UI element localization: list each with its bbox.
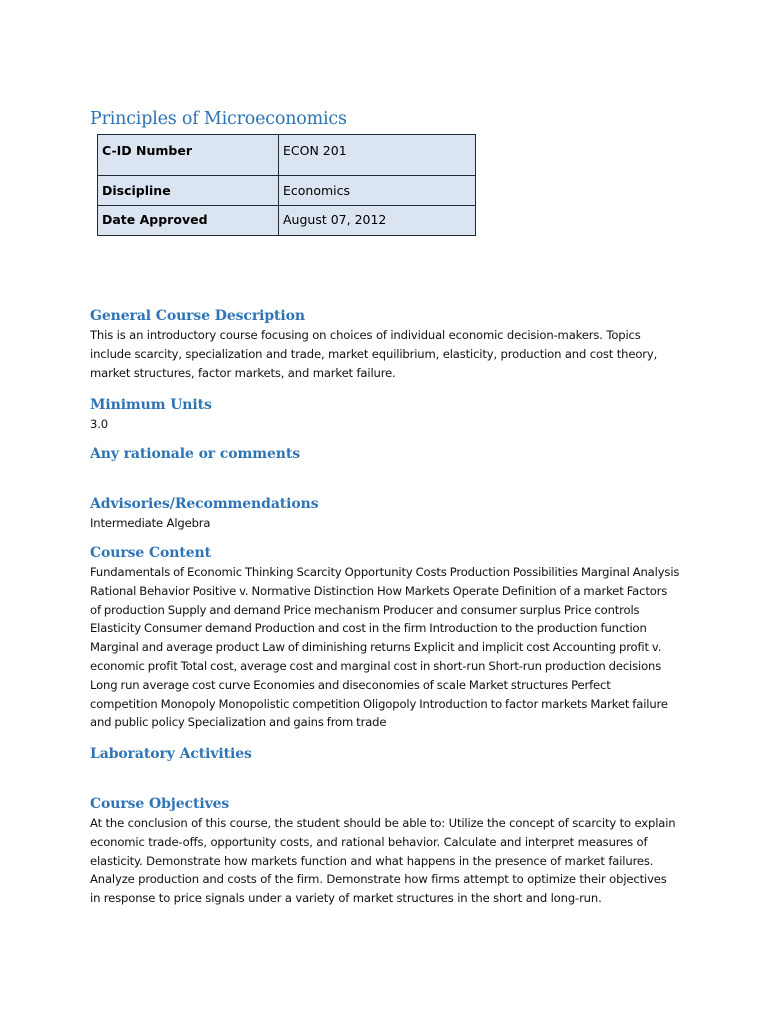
- units-text: 3.0: [90, 417, 108, 431]
- units-section: [90, 396, 690, 434]
- objectives-text: At the conclusion of this course, the student should be able to: Utilize the concept of scarcity to explain economic trade-offs, opportunity costs, and rational behavior. Calculate and interpret measures of elasticity. Demonstrate how markets function and what happens in the presence of market failures. Analyze production and costs of the firm. Demonstrate how firms attempt to optimize their objectives in response to price signals under a variety of market structures in the short and long-run.: [90, 816, 676, 906]
- advisories-text: Intermediate Algebra: [90, 516, 211, 530]
- content-section: [90, 544, 690, 732]
- table-row: [98, 135, 476, 176]
- course-info-table: [97, 134, 476, 236]
- discipline-value: Economics: [279, 176, 476, 206]
- description-heading: General Course Description: [90, 308, 305, 324]
- description-text: This is an introductory course focusing on choices of individual economic decision-makers. Topics include scarcity, specialization and trade, market equilibrium, elasticity, production and cost theory, market structures, factor markets, and market failure.: [90, 328, 658, 380]
- objectives-heading: Course Objectives: [90, 796, 230, 812]
- content-text: Fundamentals of Economic Thinking Scarcity Opportunity Costs Production Possibilities Marginal Analysis Rational Behavior Positive v. Normative Distinction How Markets Operate Definition of a market Factors of production Supply and demand Price mechanism Producer and consumer surplus Price controls Elasticity Consumer demand Production and cost in the firm Introduction to the production function Marginal and average product Law of diminishing returns Explicit and implicit cost Accounting profit v. economic profit Total cost, average cost and marginal cost in short-run Short-run production decisions Long run average cost curve Economies and diseconomies of scale Market structures Perfect competition Monopoly Monopolistic competition Oligopoly Introduction to factor markets Market failure and public policy Specialization and gains from trade: [90, 565, 680, 730]
- content-heading: Course Content: [90, 545, 211, 561]
- table-row: [98, 176, 476, 206]
- units-heading: Minimum Units: [90, 397, 212, 413]
- date-approved-value: August 07, 2012: [279, 206, 476, 236]
- objectives-section: [90, 795, 690, 908]
- page-title: Principles of Microeconomics: [90, 109, 347, 129]
- rationale-section: [90, 445, 690, 463]
- advisories-section: [90, 495, 690, 533]
- lab-section: [90, 745, 690, 763]
- date-approved-label: Date Approved: [98, 206, 279, 236]
- rationale-heading: Any rationale or comments: [90, 446, 300, 462]
- cid-number-label: C-ID Number: [98, 135, 279, 176]
- description-section: [90, 307, 690, 382]
- discipline-label: Discipline: [98, 176, 279, 206]
- advisories-heading: Advisories/Recommendations: [90, 496, 319, 512]
- lab-heading: Laboratory Activities: [90, 746, 252, 762]
- cid-number-value: ECON 201: [279, 135, 476, 176]
- table-row: [98, 206, 476, 236]
